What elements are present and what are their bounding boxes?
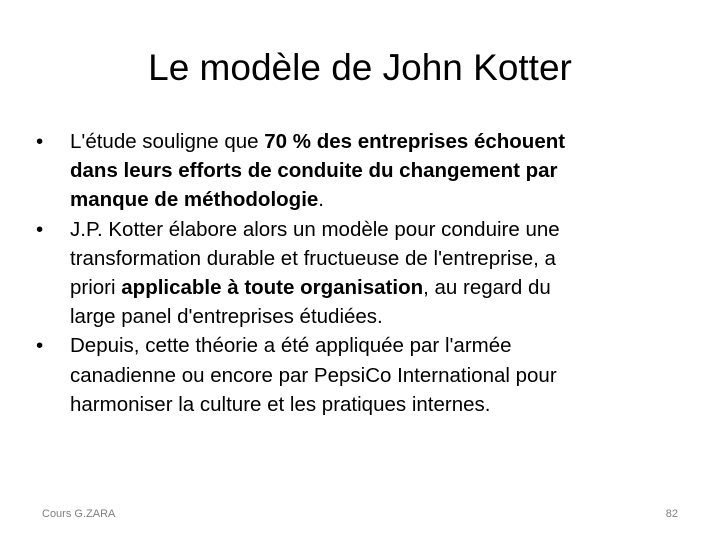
- footer-page-number: 82: [665, 508, 678, 520]
- text-run: , au regard du: [423, 276, 551, 300]
- bold-text: dans leurs efforts de conduite du changement par: [70, 159, 558, 183]
- text-run: J.P. Kotter élabore alors un modèle pour conduire une: [70, 217, 560, 241]
- footer-author: Cours G.ZARA: [42, 508, 116, 520]
- bullet-line: [70, 156, 688, 185]
- text-run: L'étude souligne que: [70, 130, 265, 153]
- text-run: Depuis, cette théorie a été appliquée par l'armée: [70, 334, 512, 358]
- text-run: harmoniser la culture et les pratiques internes.: [70, 392, 491, 416]
- bold-text: 70 % des entreprises échouent: [264, 130, 566, 153]
- text-run: transformation durable et fructueuse de l'entreprise, a: [70, 246, 556, 270]
- bold-text: applicable à toute organisation: [121, 276, 424, 300]
- bullet-icon: •: [36, 217, 44, 241]
- text-run: priori: [70, 276, 122, 300]
- bold-text: manque de méthodologie: [70, 188, 319, 212]
- bullet-list: [36, 127, 688, 419]
- bullet-line: [70, 331, 688, 360]
- bullet-line: [70, 361, 688, 390]
- bullet-icon: •: [36, 334, 44, 358]
- text-run: canadienne ou encore par PepsiCo International pour: [70, 363, 557, 387]
- bullet-line: [70, 273, 688, 302]
- bullet-icon: •: [36, 130, 44, 153]
- bullet-line: [70, 185, 688, 214]
- text-run: .: [318, 188, 324, 212]
- bullet-item: [36, 127, 688, 215]
- bullet-line: [70, 302, 688, 331]
- bullet-item: [36, 331, 688, 419]
- text-run: large panel d'entreprises étudiées.: [70, 305, 383, 329]
- bullet-line: [70, 390, 688, 419]
- bullet-line: [70, 215, 688, 244]
- bullet-line: [70, 244, 688, 273]
- slide-title: Le modèle de John Kotter: [148, 47, 572, 88]
- bullet-line: [70, 127, 688, 156]
- bullet-item: [36, 215, 688, 332]
